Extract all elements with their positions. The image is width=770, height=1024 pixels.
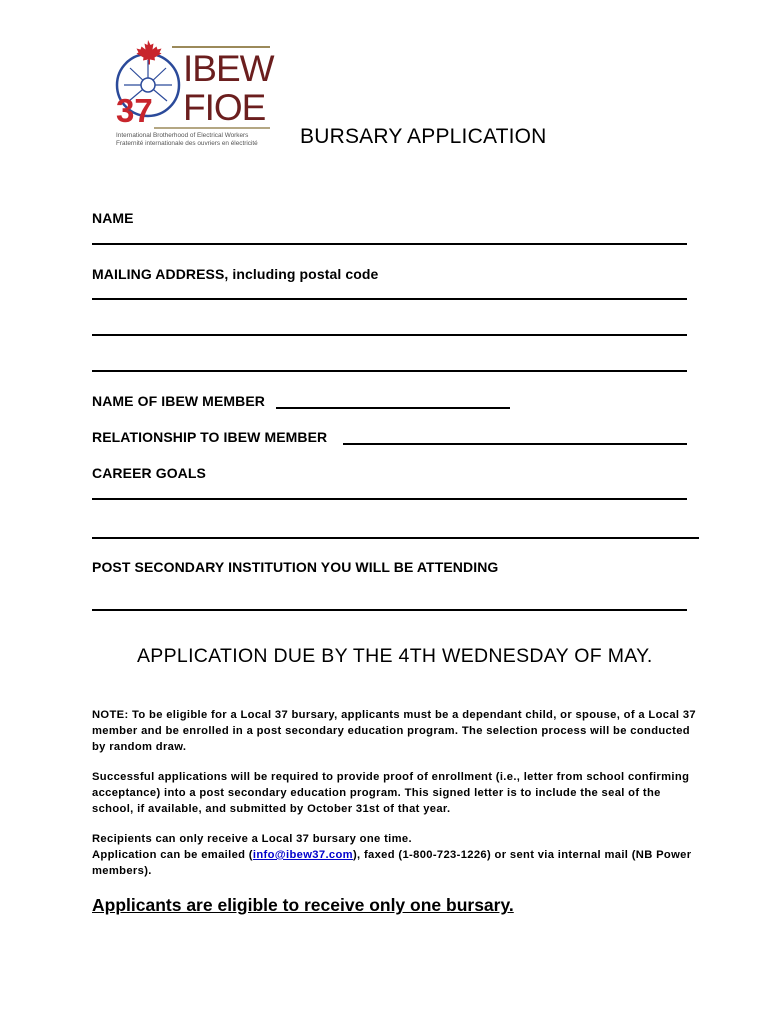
career-goals-label: CAREER GOALS [92, 465, 206, 481]
submission-prefix: Application can be emailed ( [92, 849, 253, 861]
final-notice: Applicants are eligible to receive only one bursary. [92, 895, 514, 915]
logo-subtitle-en: International Brotherhood of Electrical Workers [116, 132, 249, 139]
email-link[interactable]: info@ibew37.com [252, 849, 353, 861]
relationship-line[interactable] [343, 443, 687, 445]
mailing-address-line-1[interactable] [92, 298, 687, 300]
institution-label: POST SECONDARY INSTITUTION YOU WILL BE ATTENDING [92, 559, 499, 575]
ibew-member-line[interactable] [276, 407, 510, 409]
career-goals-line-2[interactable] [92, 537, 699, 539]
relationship-label: RELATIONSHIP TO IBEW MEMBER [92, 429, 328, 445]
career-goals-line-1[interactable] [92, 498, 687, 500]
due-notice: APPLICATION DUE BY THE 4TH WEDNESDAY OF MAY. [137, 645, 653, 667]
institution-line[interactable] [92, 609, 687, 611]
recipients-line: Recipients can only receive a Local 37 bursary one time. [92, 833, 412, 845]
logo-local-number: 37 [116, 92, 153, 129]
logo-subtitle [116, 132, 316, 147]
mailing-address-line-3[interactable] [92, 370, 687, 372]
ibew-member-label: NAME OF IBEW MEMBER [92, 393, 266, 409]
logo-ibew-text: IBEW [183, 48, 274, 89]
submission-line [92, 847, 702, 879]
logo-fioe-text: FIOE [183, 87, 266, 128]
page-title: BURSARY APPLICATION [300, 125, 547, 148]
name-label: NAME [92, 210, 134, 226]
recipients-note [92, 831, 702, 879]
name-line[interactable] [92, 243, 687, 245]
mailing-address-label: MAILING ADDRESS, including postal code [92, 266, 379, 282]
mailing-address-line-2[interactable] [92, 334, 687, 336]
logo-subtitle-fr: Fraternité internationale des ouvriers en électricité [116, 139, 258, 147]
eligibility-note: NOTE: To be eligible for a Local 37 bursary, applicants must be a dependant child, or spouse, of a Local 37 member and be enrolled in a post secondary education program. The selection process will be conducted by random draw. [92, 709, 696, 753]
successful-applications-note: Successful applications will be required to provide proof of enrollment (i.e., letter from school confirming acceptance) into a post secondary education program. This signed letter is to include the seal of the school, if available, and submitted by October 31st of that year. [92, 771, 690, 815]
submission-suffix: ), faxed (1-800-723-1226) or sent via internal mail (NB Power members). [92, 849, 692, 877]
